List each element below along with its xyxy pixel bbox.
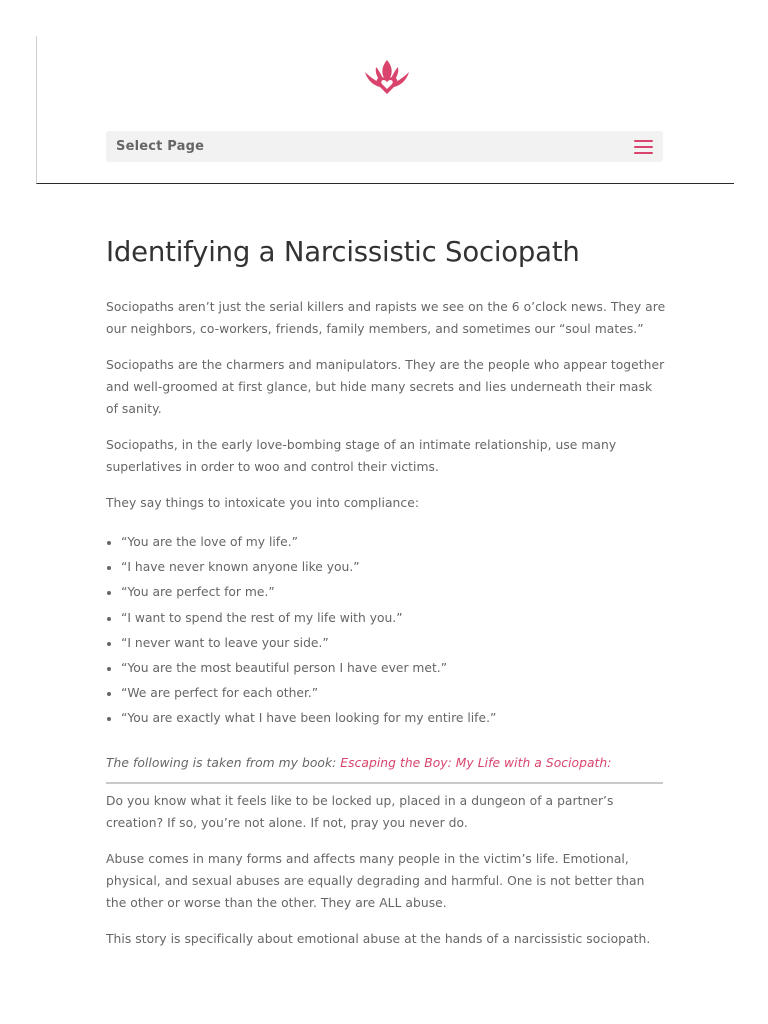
body-paragraph: This story is specifically about emotional abuse at the hands of a narcissistic sociopath. bbox=[106, 931, 651, 946]
list-item: • “You are the love of my life.” bbox=[121, 530, 666, 555]
book-link[interactable]: Escaping the Boy: My Life with a Sociopath: bbox=[340, 755, 612, 770]
body-paragraph: Do you know what it feels like to be locked up, placed in a dungeon of a partner’s creation? If so, you’re not alone. If not, pray you never do. bbox=[106, 793, 614, 830]
book-intro-text: The following is taken from my book: bbox=[106, 755, 341, 770]
quote-list bbox=[106, 530, 666, 732]
intro-paragraph: Sociopaths are the charmers and manipulators. They are the people who appear together and well-groomed at first glance, but hide many secrets and lies underneath their mask of sanity. bbox=[106, 358, 665, 416]
list-item: • “You are perfect for me.” bbox=[121, 580, 666, 605]
article bbox=[106, 230, 666, 964]
body-paragraph: Abuse comes in many forms and affects many people in the victim’s life. Emotional, physical, and sexual abuses are equally degrading and harmful. One is not better than the other or worse than the other. They are ALL abuse. bbox=[106, 851, 645, 910]
page-title: Identifying a Narcissistic Sociopath bbox=[106, 236, 580, 268]
list-item: • “You are exactly what I have been looking for my entire life.” bbox=[121, 706, 666, 731]
lotus-heart-icon[interactable] bbox=[360, 58, 414, 96]
intro-paragraph: They say things to intoxicate you into compliance: bbox=[106, 496, 420, 510]
book-reference bbox=[106, 752, 666, 774]
intro-paragraph: Sociopaths, in the early love-bombing stage of an intimate relationship, use many superlatives in order to woo and control their victims. bbox=[106, 438, 617, 474]
list-item: • “I want to spend the rest of my life with you.” bbox=[121, 606, 666, 631]
list-item: • “I never want to leave your side.” bbox=[121, 631, 666, 656]
select-page-dropdown[interactable] bbox=[106, 131, 663, 162]
list-item: • “We are perfect for each other.” bbox=[121, 681, 666, 706]
list-item: • “I have never known anyone like you.” bbox=[121, 555, 666, 580]
hamburger-icon[interactable] bbox=[634, 140, 653, 154]
intro-paragraph: Sociopaths aren’t just the serial killers and rapists we see on the 6 o’clock news. They are our neighbors, co-workers, friends, family members, and sometimes our “soul mates.” bbox=[106, 300, 666, 336]
divider bbox=[106, 782, 663, 784]
list-item: • “You are the most beautiful person I have ever met.” bbox=[121, 656, 666, 681]
select-page-label: Select Page bbox=[116, 139, 205, 154]
